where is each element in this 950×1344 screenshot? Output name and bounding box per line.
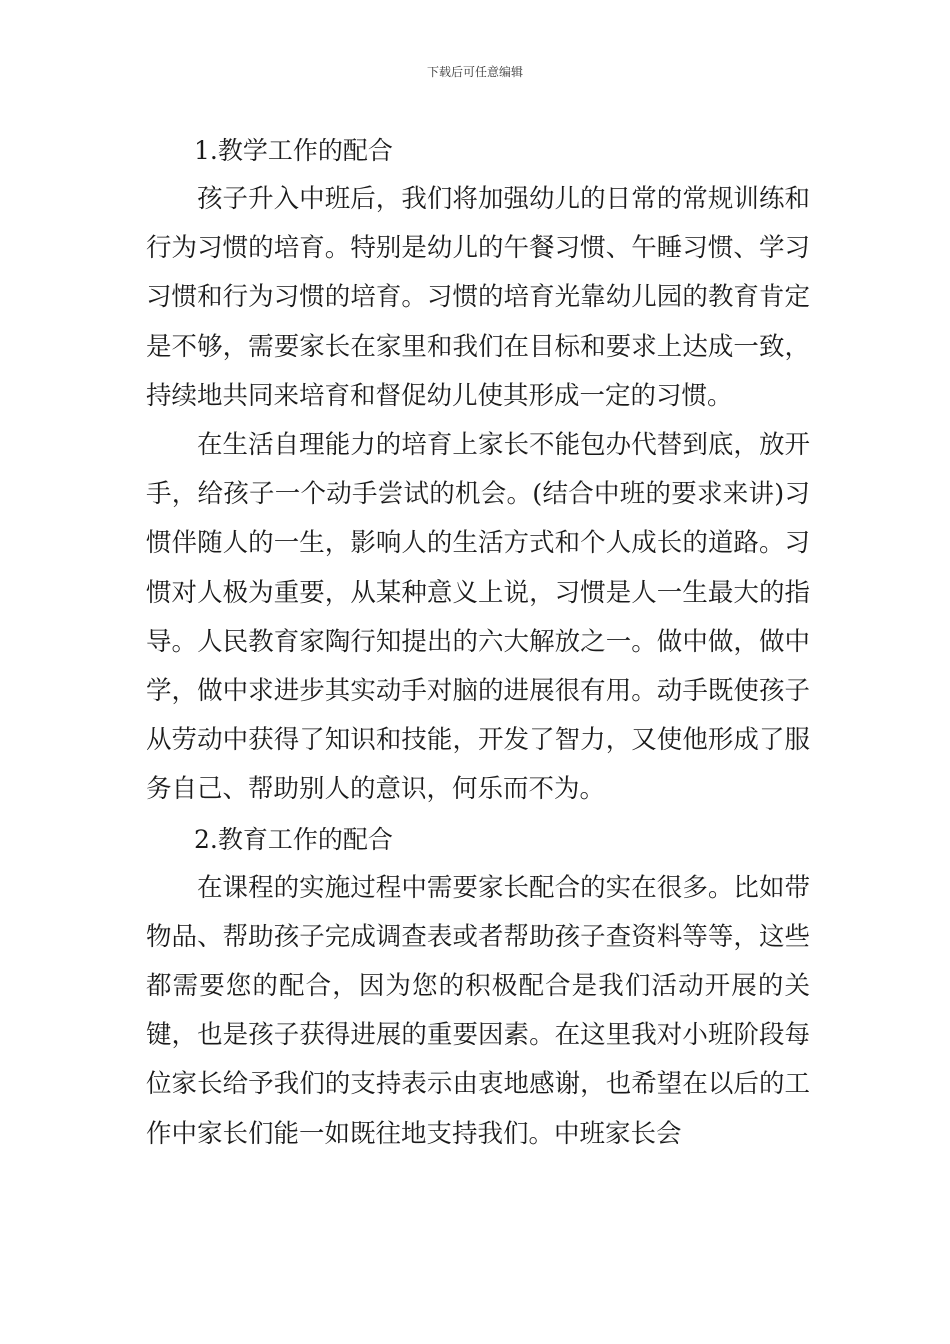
section-heading-teaching: 1.教学工作的配合 xyxy=(194,136,393,165)
paragraph: 在生活自理能力的培育上家长不能包办代替到底，放开手，给孩子一个动手尝试的机会。(结合中班的要求来讲)习惯伴随人的一生，影响人的生活方式和个人成长的道路。习惯对人极为重要，从某种意义上说，习惯是人一生最大的指导。人民教育家陶行知提出的六大解放之一。做中做，做中学，做中求进步其实动手对脑的进展很有用。动手既使孩子从劳动中获得了知识和技能，开发了智力，又使他形成了服务自己、帮助别人的意识，何乐而不为。 xyxy=(146,430,810,805)
section-heading-education: 2.教育工作的配合 xyxy=(194,824,393,854)
page-header: 下载后可任意编辑 xyxy=(426,65,523,79)
document-body xyxy=(146,126,810,1159)
paragraph: 在课程的实施过程中需要家长配合的实在很多。比如带物品、帮助孩子完成调查表或者帮助孩子查资料等等，这些都需要您的配合，因为您的积极配合是我们活动开展的关键，也是孩子获得进展的重要因素。在这里我对小班阶段每位家长给予我们的支持表示由衷地感谢，也希望在以后的工作中家长们能一如既往地支持我们。中班家长会 xyxy=(146,872,810,1149)
paragraph: 孩子升入中班后，我们将加强幼儿的日常的常规训练和行为习惯的培育。特别是幼儿的午餐习惯、午睡习惯、学习习惯和行为习惯的培育。习惯的培育光靠幼儿园的教育肯定是不够，需要家长在家里和我们在目标和要求上达成一致，持续地共同来培育和督促幼儿使其形成一定的习惯。 xyxy=(146,184,810,411)
